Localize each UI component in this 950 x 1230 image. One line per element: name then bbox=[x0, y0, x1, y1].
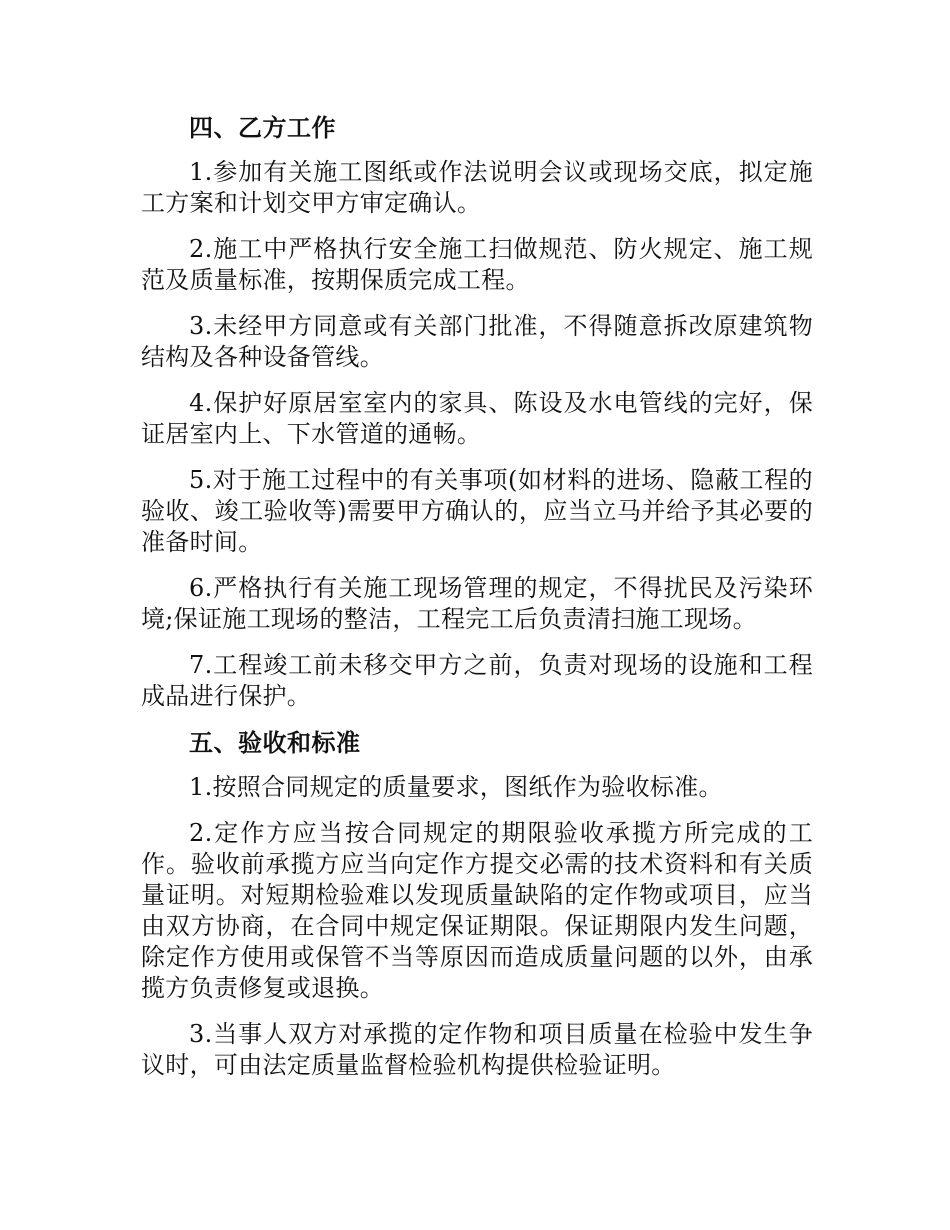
section5-item-2: 2.定作方应当按合同规定的期限验收承揽方所完成的工作。验收前承揽方应当向定作方提交必需的技术资料和有关质量证明。对短期检验难以发现质量缺陷的定作物或项目，应当由双方协商，在合同中规定保证期限。保证期限内发生问题，除定作方使用或保管不当等原因而造成质量问题的以外，由承揽方负责修复或退换。 bbox=[141, 819, 813, 1002]
document-page bbox=[141, 112, 813, 1096]
section4-item-7: 7.工程竣工前未移交甲方之前，负责对现场的设施和工程成品进行保护。 bbox=[141, 651, 813, 710]
section4-item-4: 4.保护好原居室室内的家具、陈设及水电管线的完好，保证居室内上、下水管道的通畅。 bbox=[141, 389, 813, 448]
section-heading-5: 五、验收和标准 bbox=[189, 728, 361, 757]
section-heading-4: 四、乙方工作 bbox=[189, 113, 336, 142]
section4-item-2: 2.施工中严格执行安全施工扫做规范、防火规定、施工规范及质量标准，按期保质完成工程。 bbox=[141, 235, 813, 294]
section4-item-3: 3.未经甲方同意或有关部门批准，不得随意拆改原建筑物结构及各种设备管线。 bbox=[141, 312, 813, 371]
section4-item-5: 5.对于施工过程中的有关事项(如材料的进场、隐蔽工程的验收、竣工验收等)需要甲方确认的，应当立马并给予其必要的准备时间。 bbox=[141, 466, 813, 556]
section4-item-6: 6.严格执行有关施工现场管理的规定，不得扰民及污染环境;保证施工现场的整洁，工程完工后负责清扫施工现场。 bbox=[141, 574, 813, 633]
section5-item-1: 1.按照合同规定的质量要求，图纸作为验收标准。 bbox=[189, 773, 723, 801]
section5-item-3: 3.当事人双方对承揽的定作物和项目质量在检验中发生争议时，可由法定质量监督检验机构提供检验证明。 bbox=[141, 1020, 813, 1079]
section4-item-1: 1.参加有关施工图纸或作法说明会议或现场交底，拟定施工方案和计划交甲方审定确认。 bbox=[141, 158, 813, 217]
